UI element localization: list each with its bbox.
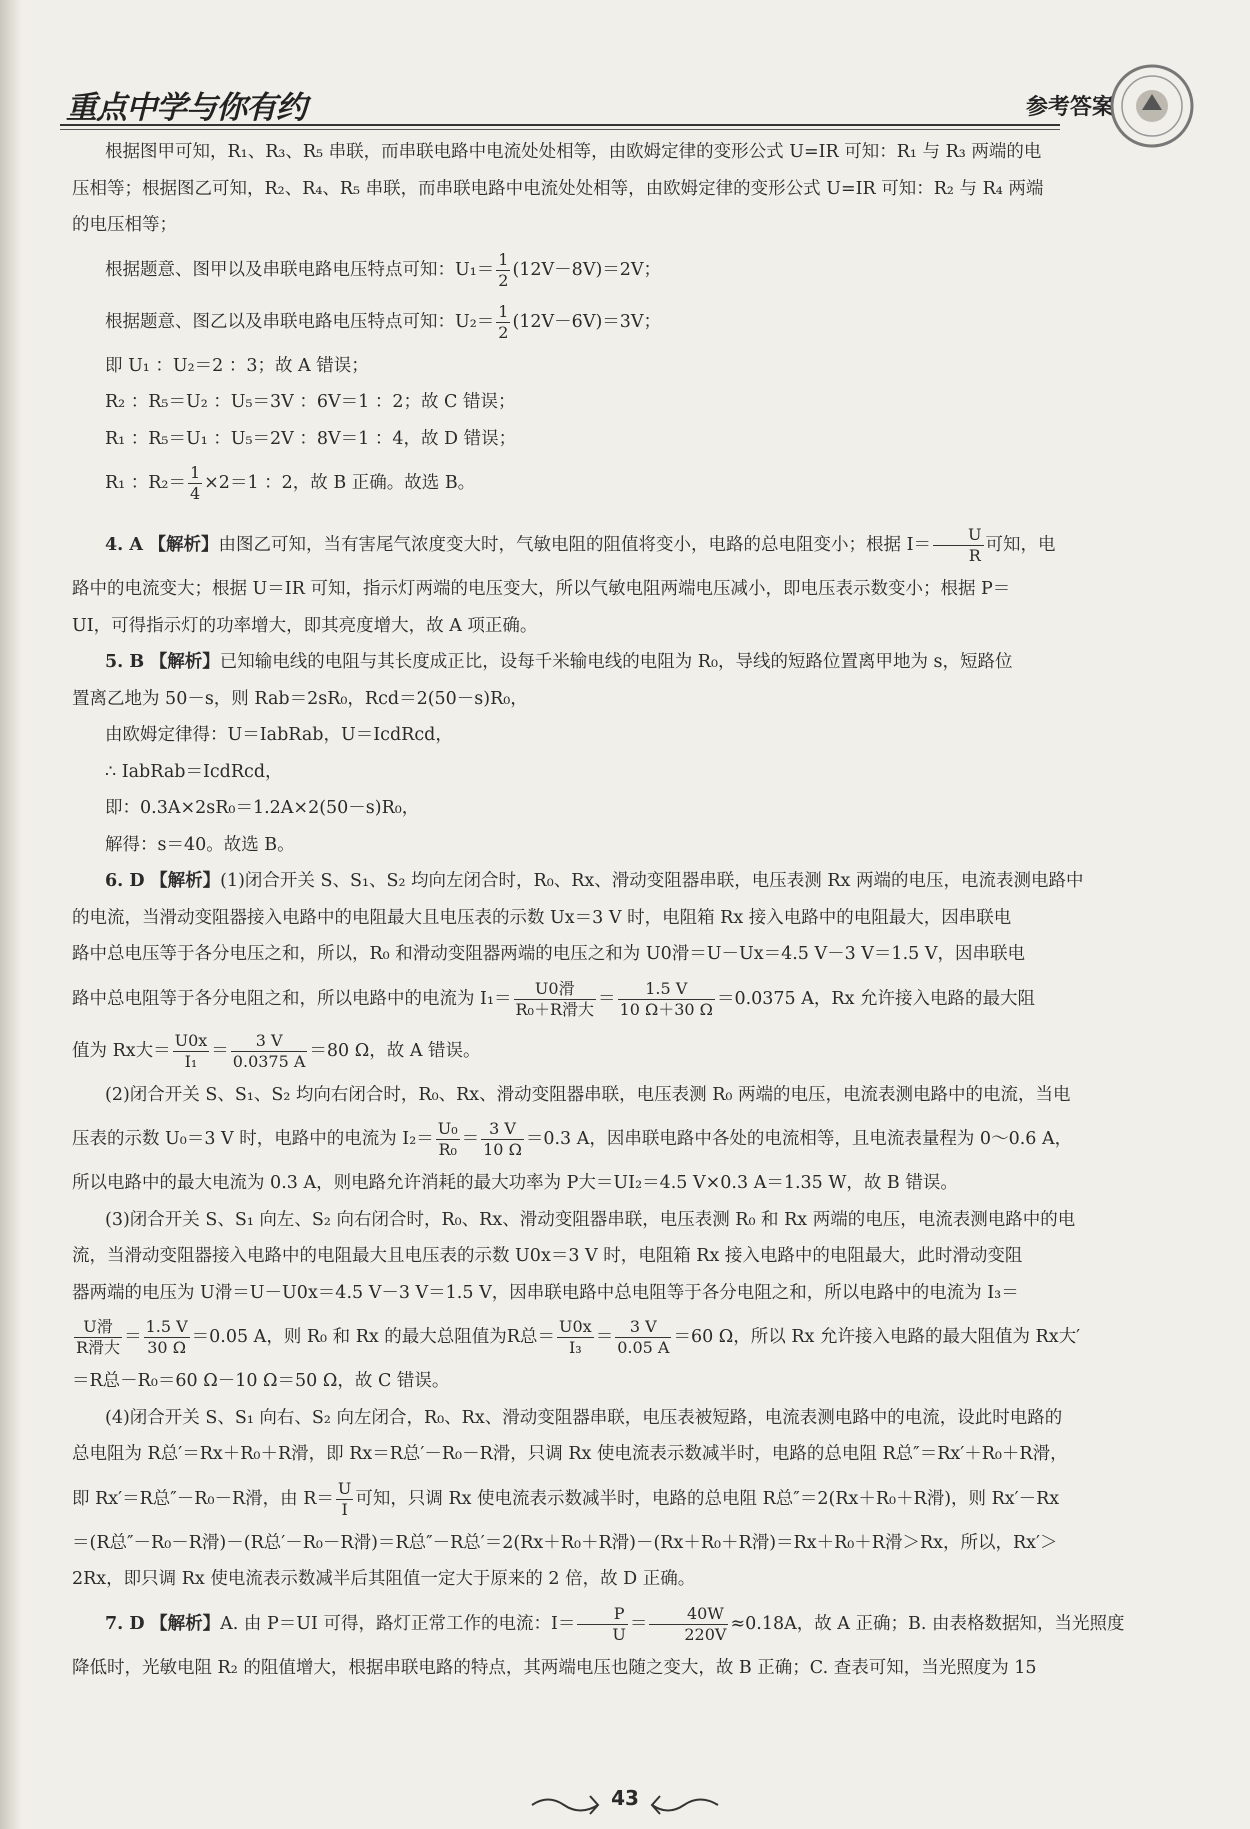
fraction: $\frac{1.5 V}{10 \Omega+30 \Omega}$	[619, 978, 713, 1019]
fraction: $\frac{3 V}{0.05 A}$	[617, 1317, 670, 1357]
question-5-line: 5. B 【解析】已知输电线的电阻与其长度成正比，设每千米输电线的电阻为 R₀，导线的短路位置离甲地为 s，短路位	[105, 652, 1013, 672]
fraction: $\frac{1}{2}$	[498, 301, 509, 342]
text-line: R₁ ：R₅＝U₁ ：U₅＝2V ：8V＝1 ：4，故 D 错误；	[105, 428, 517, 449]
fraction: $\frac{\text{U₀}}{\text{R₀}}$	[437, 1119, 458, 1159]
fraction: $\frac{1.5 V}{30 \Omega}$	[145, 1317, 188, 1357]
text-line: 由欧姆定律得：U＝IabRab，U＝IcdRcd，	[105, 725, 453, 745]
text-line: 即：0.3A×2sR₀＝1.2A×2(50－s)R₀，	[105, 798, 420, 818]
fraction: $\frac{1}{4}$	[189, 463, 201, 503]
left-ornament-icon	[530, 1792, 600, 1818]
text-line: 解得：s＝40。故选 B。	[105, 834, 295, 855]
text-line: 流，当滑动变阻器接入电路中的电阻最大且电压表的示数 U0x＝3 V 时，电阻箱 Rx 接入电路中的电阻最大，此时滑动变阻	[72, 1246, 1023, 1266]
question-4-line: 4. A 【解析】由图乙可知，当有害尾气浓度变大时，气敏电阻的阻值将变小，电路的总电阻变小；根据 I＝ $\frac{U}{R}$ 可知，电	[105, 525, 1056, 565]
text-line: 压相等；根据图乙可知，R₂、R₄、R₅ 串联，而串联电路中电流处处相等，由欧姆定律的变形公式 U=IR 可知：R₂ 与 R₄ 两端	[72, 178, 1044, 199]
fraction: $\frac{U}{R}$	[933, 525, 983, 566]
question-7-line: 7. D 【解析】A. 由 P＝UI 可得，路灯正常工作的电流：I＝ $\frac{P}{U}$ ＝ $\frac{40W}{220V}$ ≈0.18A，故 A 正确；B. 由表格数据知，当光照度	[105, 1603, 1125, 1644]
text-line: ＝(R总″－R₀－R滑)－(R总′－R₀－R滑)＝R总″－R总′＝2(Rx＋R₀＋R滑)－(Rx＋R₀＋R滑)＝Rx＋R₀＋R滑＞Rx，所以，Rx′＞	[72, 1532, 1058, 1553]
text-line: R₁ ：R₂＝ $\frac{1}{4}$ ×2＝1 ：2，故 B 正确。故选 B。	[105, 463, 476, 503]
text-line: UI，可得指示灯的功率增大，即其亮度增大，故 A 项正确。	[72, 615, 538, 636]
text-line: 降低时，光敏电阻 R₂ 的阻值增大，根据串联电路的特点，其两端电压也随之变大，故 B 正确；C. 查表可知，当光照度为 15	[72, 1657, 1037, 1678]
page-footer	[0, 1786, 1250, 1826]
fraction: $\frac{\text{U滑}}{\text{R滑大}}$	[76, 1317, 121, 1357]
text-line: 值为 Rx大＝ $\frac{U0x}{\text{I₁}}$ ＝ $\frac{3 V}{0.0375 A}$ ＝80 Ω，故 A 错误。	[72, 1030, 481, 1071]
header-rule	[60, 124, 1060, 126]
section-title: 参考答案	[1025, 95, 1114, 120]
text-line: (3)闭合开关 S、S₁ 向左、S₂ 向右闭合时，R₀、Rx、滑动变阻器串联，电压表测 R₀ 和 Rx 两端的电压，电流表测电路中的电	[105, 1209, 1076, 1230]
text-line: $\frac{\text{U滑}}{\text{R滑大}}$ ＝ $\frac{1.5 V}{30 \Omega}$ ＝0.05 A，则 R₀ 和 Rx 的最大总阻值为R总＝ $\frac{U0x}{\text{I₃}}$ ＝ $\frac{3 V}{0.05 A}$ ＝60 Ω，所以 Rx 允许接入电路的最大阻值为 Rx大′	[76, 1317, 1081, 1357]
text-line: (4)闭合开关 S、S₁ 向右、S₂ 向左闭合，R₀、Rx、滑动变阻器串联，电压表被短路，电流表测电路中的电流，设此时电路的	[105, 1407, 1063, 1428]
page-number: 43	[611, 1786, 639, 1810]
page-header	[60, 76, 1170, 126]
answer-content	[72, 134, 1142, 1686]
text-line: 的电压相等；	[72, 215, 177, 235]
fraction: $\frac{3 V}{0.0375 A}$	[232, 1030, 306, 1071]
fraction: $\frac{P}{U}$	[577, 1604, 627, 1645]
text-line: 压表的示数 U₀＝3 V 时，电路中的电流为 I₂＝ $\frac{\text{U₀}}{\text{R₀}}$ ＝ $\frac{3 V}{10 \Omega}$ ＝0.3 A，因串联电路中各处的电流相等，且电流表量程为 0～0.6 A，	[72, 1119, 1073, 1159]
fraction: $\frac{40W}{220V}$	[649, 1604, 728, 1645]
text-line: R₂ ：R₅＝U₂ ：U₅＝3V ：6V＝1 ：2；故 C 错误；	[105, 392, 516, 412]
text-line: 的电流，当滑动变阻器接入电路中的电阻最大且电压表的示数 Ux＝3 V 时，电阻箱 Rx 接入电路中的电阻最大，因串联电	[72, 907, 1012, 928]
right-ornament-icon	[650, 1792, 720, 1818]
header-rule-thin	[60, 129, 1060, 130]
fraction: $\frac{1}{2}$	[498, 249, 509, 290]
page-binding-edge	[0, 0, 22, 1829]
text-line: ＝R总－R₀＝60 Ω－10 Ω＝50 Ω，故 C 错误。	[72, 1371, 450, 1391]
text-line: ∴ IabRab＝IcdRcd，	[105, 761, 283, 782]
brand-title: 重点中学与你有约	[66, 90, 306, 126]
text-line: 路中的电流变大；根据 U＝IR 可知，指示灯两端的电压变大，所以气敏电阻两端电压减小，即电压表示数变小；根据 P＝	[72, 579, 1011, 599]
fraction: $\frac{\text{U0滑}}{\text{R₀＋R滑大}}$	[515, 978, 595, 1019]
text-line: 所以电路中的最大电流为 0.3 A，则电路允许消耗的最大功率为 P大＝UI₂＝4.5 V×0.3 A＝1.35 W，故 B 错误。	[72, 1173, 958, 1193]
text-line: (2)闭合开关 S、S₁、S₂ 均向右闭合时，R₀、Rx、滑动变阻器串联，电压表测 R₀ 两端的电压，电流表测电路中的电流，当电	[105, 1084, 1071, 1105]
text-line: 路中总电压等于各分电压之和，所以，R₀ 和滑动变阻器两端的电压之和为 U0滑＝U－Ux＝4.5 V－3 V＝1.5 V，因串联电	[72, 944, 1025, 964]
text-line: 即 Rx′＝R总″－R₀－R滑，由 R＝ $\frac{U}{I}$ 可知，只调 Rx 使电流表示数减半时，电路的总电阻 R总″＝2(Rx＋R₀＋R滑)，则 Rx′－Rx	[72, 1478, 1060, 1519]
text-line: 置离乙地为 50－s，则 Rab＝2sR₀，Rcd＝2(50－s)R₀，	[72, 688, 528, 709]
fraction: $\frac{U}{I}$	[337, 1478, 352, 1519]
text-line: 2Rx，即只调 Rx 使电流表示数减半后其阻值一定大于原来的 2 倍，故 D 正确。	[72, 1569, 696, 1589]
text-line: 根据图甲可知，R₁、R₃、R₅ 串联，而串联电路中电流处处相等，由欧姆定律的变形公式 U=IR 可知：R₁ 与 R₃ 两端的电	[105, 142, 1042, 162]
text-line: 总电阻为 R总′＝Rx＋R₀＋R滑，即 Rx＝R总′－R₀－R滑，只调 Rx 使电流表示数减半时，电路的总电阻 R总″＝Rx′＋R₀＋R滑，	[72, 1444, 1068, 1464]
text-line: 根据题意、图乙以及串联电路电压特点可知：U₂＝ $\frac{1}{2}$ (12V－6V)＝3V；	[105, 301, 662, 342]
text-line: 器两端的电压为 U滑＝U－U0x＝4.5 V－3 V＝1.5 V，因串联电路中总电阻等于各分电阻之和，所以电路中的电流为 I₃＝	[72, 1282, 1019, 1303]
text-line: 根据题意、图甲以及串联电路电压特点可知：U₁＝ $\frac{1}{2}$ (12V－8V)＝2V；	[105, 249, 662, 290]
fraction: $\frac{3 V}{10 \Omega}$	[483, 1119, 522, 1159]
fraction: $\frac{U0x}{\text{I₁}}$	[174, 1030, 208, 1071]
text-line: 即 U₁ ：U₂＝2 ：3；故 A 错误；	[105, 355, 369, 376]
question-6-line: 6. D 【解析】(1)闭合开关 S、S₁、S₂ 均向左闭合时，R₀、Rx、滑动变阻器串联，电压表测 Rx 两端的电压，电流表测电路中	[105, 871, 1084, 891]
text-line: 路中总电阻等于各分电阻之和，所以电路中的电流为 I₁＝ $\frac{\text{U0滑}}{\text{R₀＋R滑大}}$ ＝ $\frac{1.5 V}{10 \Omega+30 \Omega}$ ＝0.0375 A，Rx 允许接入电路的最大阻	[72, 978, 1035, 1019]
fraction: $\frac{U0x}{\text{I₃}}$	[559, 1317, 592, 1357]
